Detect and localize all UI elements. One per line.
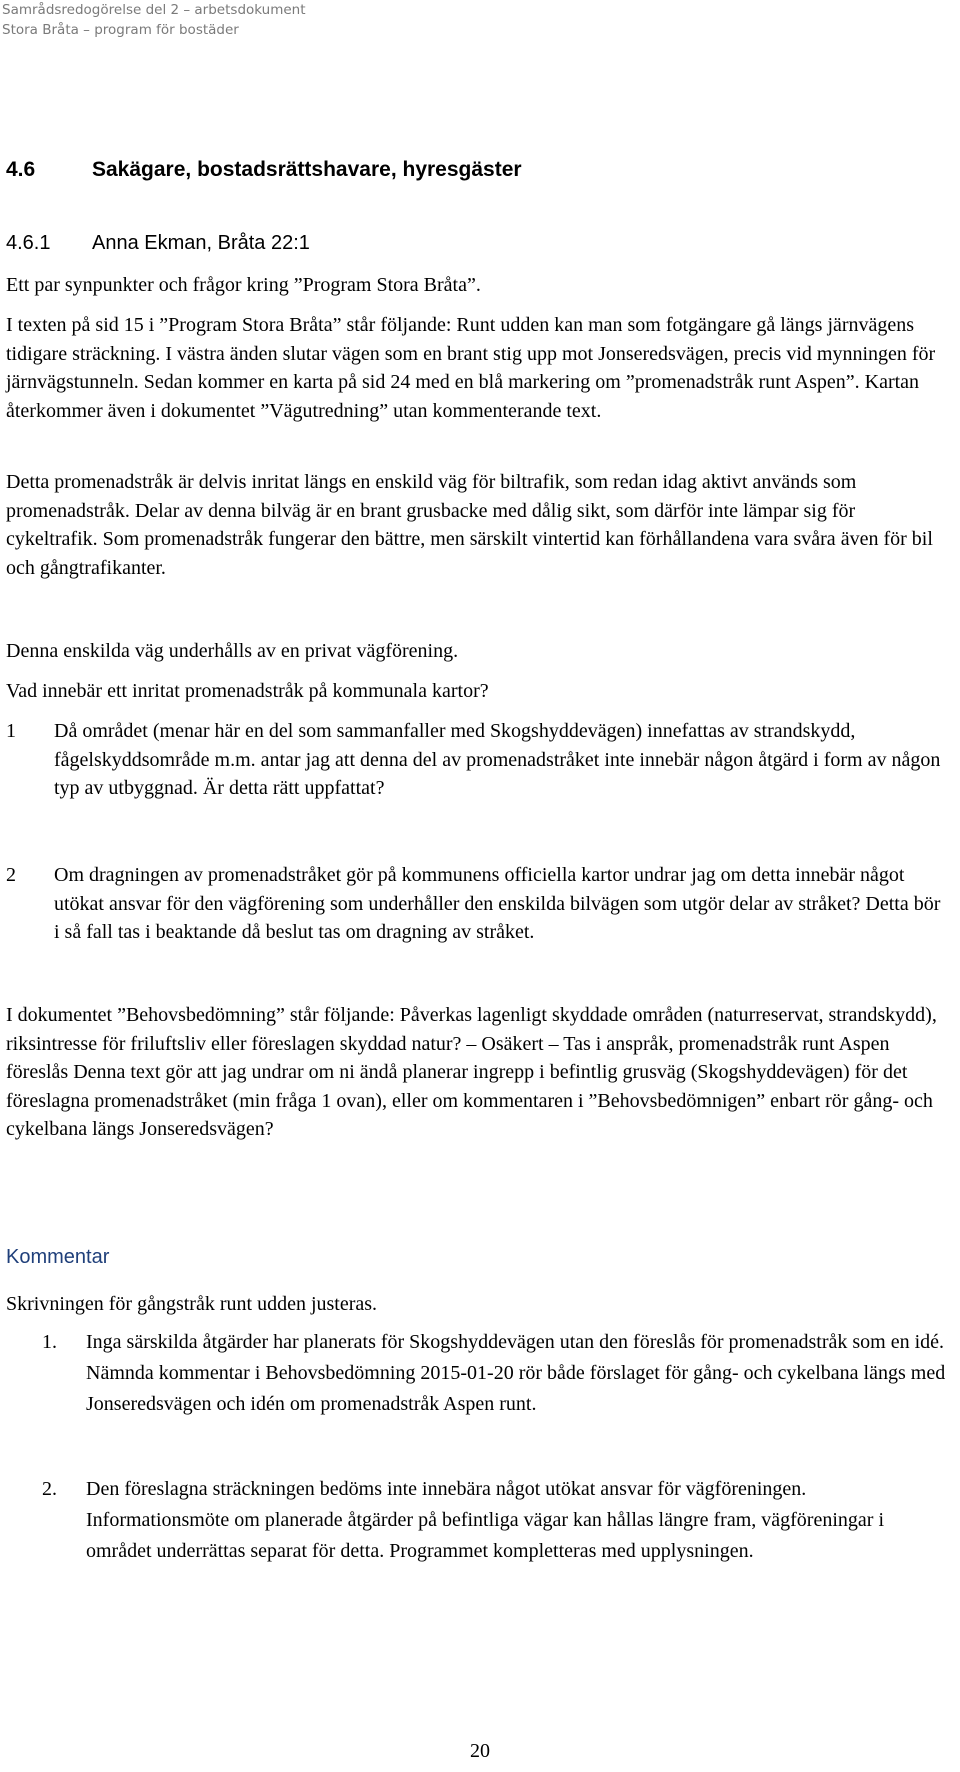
question-item-2 — [6, 861, 950, 947]
subsection-title: Anna Ekman, Bråta 22:1 — [92, 232, 310, 254]
comment-item-text: Inga särskilda åtgärder har planerats för Skogshyddevägen utan den föreslås för promenadstråk som en idé. Nämnda kommentar i Behovsbedömning 2015-01-20 rör både förslaget för gång- och cykelbana längs med Jonseredsvägen och idén om promenadstråk Aspen runt. — [86, 1331, 946, 1415]
page-number: 20 — [470, 1740, 490, 1762]
comment-item-1 — [6, 1327, 950, 1420]
paragraph: I texten på sid 15 i ”Program Stora Bråta” står följande: Runt udden kan man som fotgängare gå längs järnvägens tidigare sträckning. I västra änden slutar vägen som en brant stig upp mot Jonseredsvägen, precis vid mynningen för järnvägstunneln. Sedan kommer en karta på sid 24 med en blå markering om ”promenadstråk runt Aspen”. Kartan återkommer även i dokumentet ”Vägutredning” utan kommenterande text. — [6, 314, 936, 422]
comment-item-text: Den föreslagna sträckningen bedöms inte innebära något utökat ansvar för vägföreningen. Informationsmöte om planerade åtgärder på befintliga vägar kan hållas längre fram, vägföreningar i området underrättas separat för detta. Programmet kompletteras med upplysningen. — [86, 1478, 884, 1562]
subsection-number: 4.6.1 — [6, 232, 51, 254]
paragraph-promenade — [6, 468, 950, 582]
paragraph: Vad innebär ett inritat promenadstråk på kommunala kartor? — [6, 680, 489, 702]
paragraph: Ett par synpunkter och frågor kring ”Program Stora Bråta”. — [6, 274, 481, 296]
header-line-1: Samrådsredogörelse del 2 – arbetsdokument — [2, 2, 306, 18]
paragraph-question — [6, 677, 950, 706]
comment-item-2 — [6, 1474, 950, 1567]
section-title: Sakägare, bostadsrättshavare, hyresgäster — [92, 158, 522, 181]
paragraph: Skrivningen för gångstråk runt udden justeras. — [6, 1293, 378, 1315]
header-line-2: Stora Bråta – program för bostäder — [2, 22, 239, 38]
comment-heading: Kommentar — [6, 1246, 110, 1268]
question-text: Då området (menar här en del som sammanfaller med Skogshyddevägen) innefattas av strandskydd, fågelskyddsområde m.m. antar jag att denna del av promenadstråket inte innebär någon åtgärd i form av någon typ av utbyggnad. Är detta rätt uppfattat? — [54, 720, 941, 800]
paragraph-program-text — [6, 311, 950, 425]
question-number: 2 — [6, 864, 16, 886]
section-number: 4.6 — [6, 158, 36, 181]
subsection-heading — [6, 232, 310, 255]
paragraph-road-association — [6, 637, 950, 666]
paragraph: I dokumentet ”Behovsbedömning” står följande: Påverkas lagenligt skyddade områden (naturreservat, strandskydd), riksintresse för friluftsliv eller föreslagen skyddad natur? – Osäkert – Tas i anspråk, promenadstråk runt Aspen föreslås Denna text gör att jag undrar om ni ändå planerar ingrepp i befintlig grusväg (Skogshyddevägen) för det föreslagna promenadstråket (min fråga 1 ovan), eller om kommentaren i ”Behovsbedömnigen” enbart rör gång- och cykelbana längs Jonseredsvägen? — [6, 1004, 937, 1141]
question-item-1 — [6, 717, 950, 803]
running-header — [2, 0, 306, 40]
paragraph: Denna enskilda väg underhålls av en privat vägförening. — [6, 640, 459, 662]
paragraph-behovsbedomning — [6, 1001, 950, 1144]
comment-item-number: 2. — [42, 1478, 57, 1500]
comment-intro — [6, 1290, 950, 1319]
question-number: 1 — [6, 720, 16, 742]
section-heading — [6, 158, 522, 182]
paragraph: Detta promenadstråk är delvis inritat längs en enskild väg för biltrafik, som redan idag aktivt används som promenadstråk. Delar av denna bilväg är en brant grusbacke med dålig sikt, som därför inte lämpar sig för cykeltrafik. Som promenadstråk fungerar den bättre, men särskilt vintertid kan förhållandena vara svåra även för bil och gångtrafikanter. — [6, 471, 933, 579]
comment-item-number: 1. — [42, 1331, 57, 1353]
question-text: Om dragningen av promenadstråket gör på kommunens officiella kartor undrar jag om detta innebär något utökat ansvar för den vägförening som underhåller den enskilda bilvägen som utgör delar av stråket? Detta bör i så fall tas i beaktande då beslut tas om dragning av stråket. — [54, 864, 941, 944]
paragraph-intro — [6, 271, 950, 300]
